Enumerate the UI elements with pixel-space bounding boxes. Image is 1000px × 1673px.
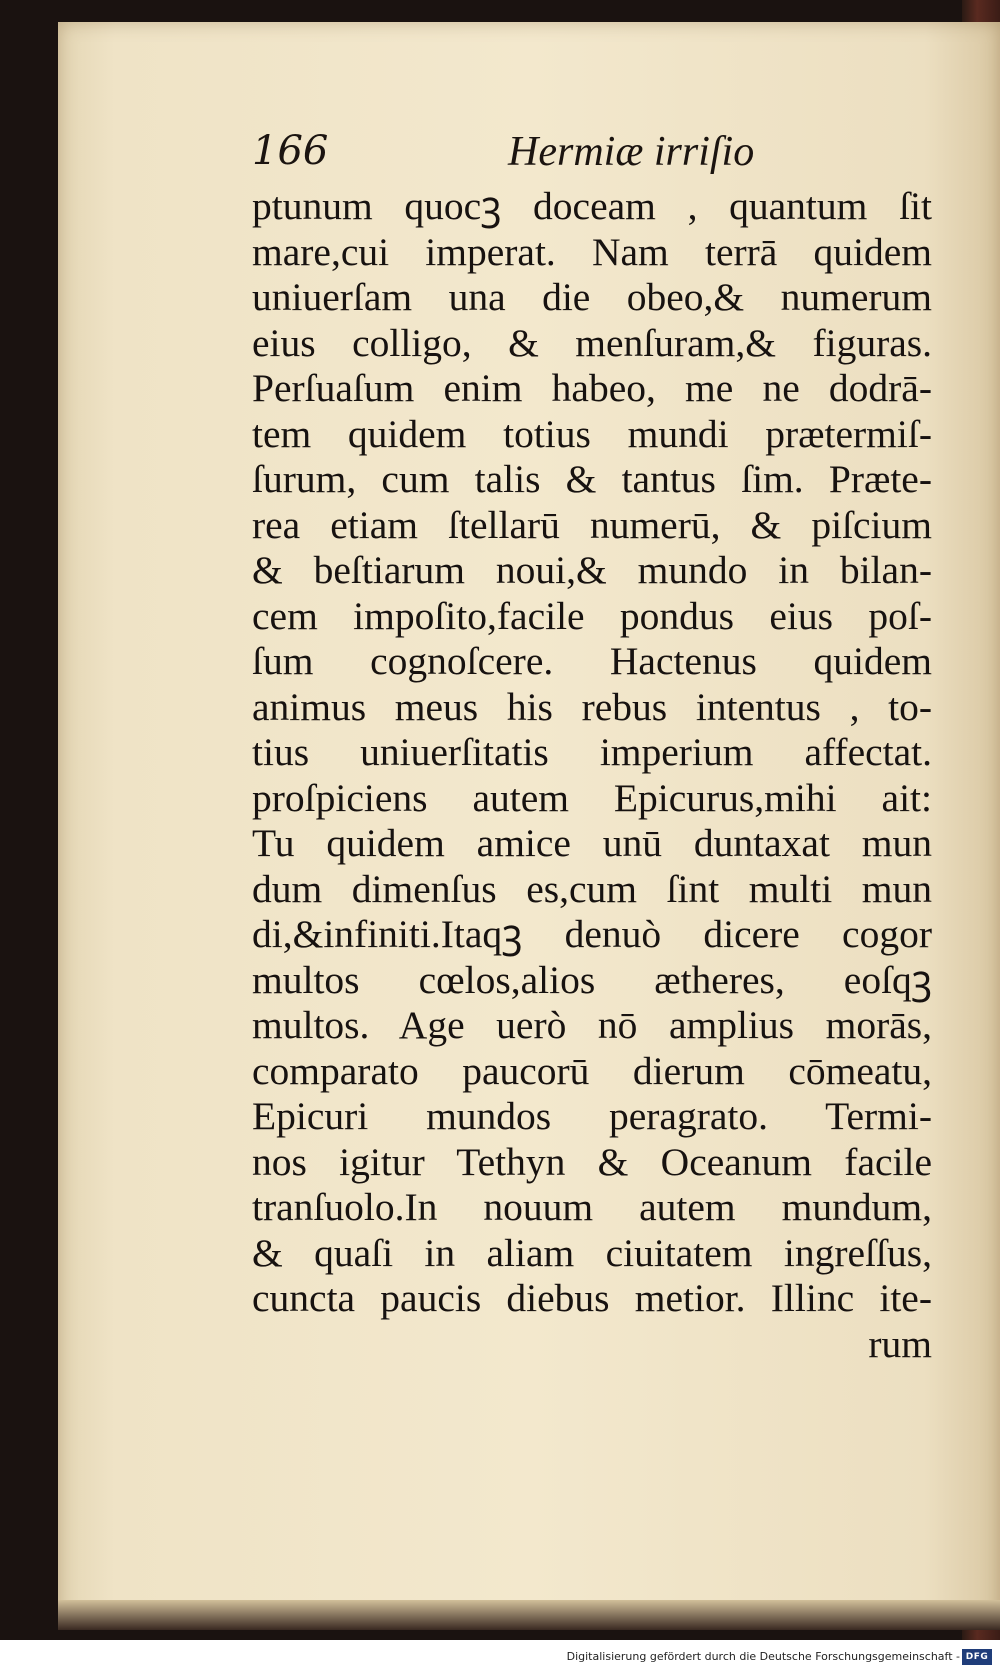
text-line: & quaſi in aliam ciuitatem ingreſſus, <box>252 1230 932 1275</box>
text-line: nos igitur Tethyn & Oceanum facile <box>252 1139 932 1184</box>
page-number: 166 <box>252 128 329 174</box>
page-header <box>252 128 932 184</box>
text-line: tem quidem totius mundi prætermiſ- <box>252 411 932 456</box>
text-line: ſum cognoſcere. Hactenus quidem <box>252 639 932 683</box>
text-line: Epicuri mundos peragrato. Termi- <box>252 1094 932 1138</box>
text-line: proſpiciens autem Epicurus,mihi ait: <box>252 775 932 820</box>
text-line: tranſuolo.In nouum autem mundum, <box>252 1185 932 1229</box>
text-line: & beſtiarum noui,& mundo in bilan- <box>252 548 932 592</box>
text-line: multos cœlos,alios ætheres, eoſqꝫ <box>252 957 932 1002</box>
text-line: uniuerſam una die obeo,& numerum <box>252 275 932 319</box>
text-line: rum <box>868 1321 932 1366</box>
text-line: animus meus his rebus intentus , to- <box>252 684 932 729</box>
text-line: eius colligo, & menſuram,& figuras. <box>252 320 932 365</box>
text-line: ptunum quocꝫ doceam , quantum ſit <box>252 184 932 228</box>
text-line: cuncta paucis diebus metior. Illinc ite- <box>252 1276 932 1320</box>
text-line: mare,cui imperat. Nam terrā quidem <box>252 229 932 274</box>
text-line: tius uniuerſitatis imperium affectat. <box>252 730 932 774</box>
text-line: dum dimenſus es,cum ſint multi mun <box>252 866 932 911</box>
body-text <box>252 184 932 1367</box>
page-edge <box>58 1600 1000 1630</box>
text-line: ſurum, cum talis & tantus ſim. Præte- <box>252 457 932 501</box>
text-line: cem impoſito,facile pondus eius poſ- <box>252 593 932 638</box>
text-line: Perſuaſum enim habeo, me ne dodrā- <box>252 366 932 410</box>
text-line: di,&infiniti.Itaqꝫ denuò dicere cogor <box>252 912 932 956</box>
text-line: multos. Age uerò nō amplius morās, <box>252 1003 932 1047</box>
running-title: Hermiæ irriſio <box>508 129 755 175</box>
text-line: comparato paucorū dierum cōmeatu, <box>252 1048 932 1093</box>
text-line: Tu quidem amice unū duntaxat mun <box>252 821 932 865</box>
dfg-logo-icon: DFG <box>962 1649 992 1665</box>
footer <box>0 1642 1000 1673</box>
funding-credit: Digitalisierung gefördert durch die Deutsche Forschungsgemeinschaft - <box>566 1650 960 1663</box>
text-line: rea etiam ſtellarū numerū, & piſcium <box>252 502 932 547</box>
